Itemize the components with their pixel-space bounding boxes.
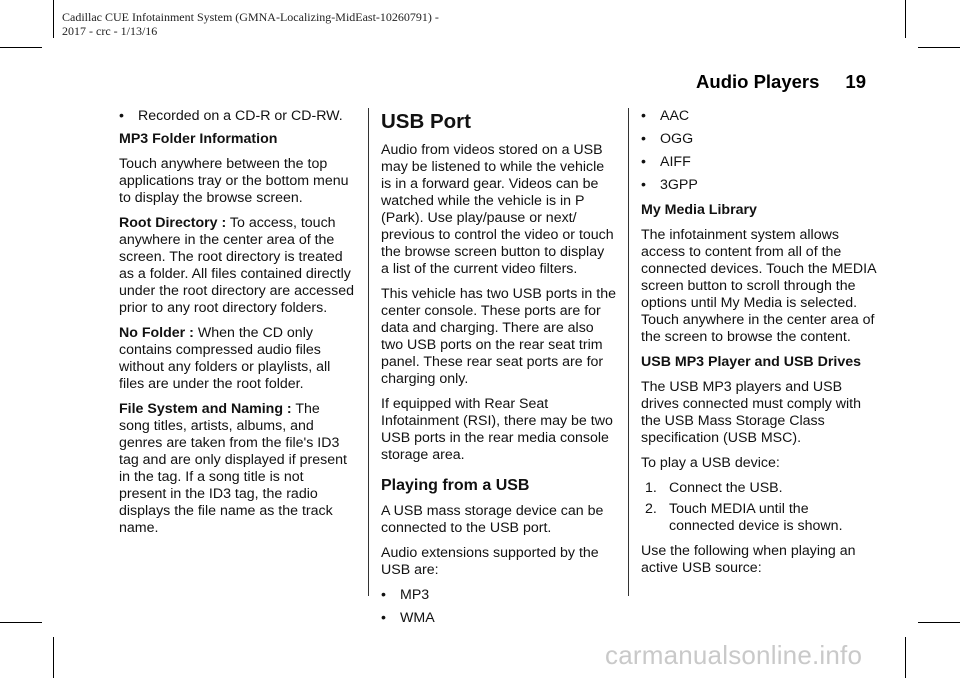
bullet-icon: •	[381, 587, 386, 603]
paragraph: To play a USB device:	[641, 455, 780, 471]
crop-mark	[905, 0, 906, 38]
bullet-icon: •	[641, 177, 646, 193]
list-item-text: AAC	[660, 108, 690, 124]
step-number: 2.	[645, 501, 657, 517]
paragraph: This vehicle has two USB ports in the center console. These ports are for data and charging. There are also two USB ports on the rear seat trim panel. These rear seat ports are for charging only.	[381, 286, 616, 387]
paragraph: Use the following when playing an active USB source:	[641, 543, 856, 576]
subheading-usb-mp3-player: USB MP3 Player and USB Drives	[641, 354, 861, 370]
bullet-icon: •	[381, 610, 386, 626]
step-text: Touch MEDIA until the connected device is shown.	[669, 501, 843, 534]
heading-usb-port: USB Port	[381, 110, 471, 133]
paragraph: The USB MP3 players and USB drives connected must comply with the USB Mass Storage Class specification (USB MSC).	[641, 379, 861, 446]
document-header	[62, 10, 439, 38]
list-item	[119, 108, 354, 125]
step-number: 1.	[645, 480, 657, 496]
paragraph-no-folder	[119, 325, 354, 393]
step-text: Connect the USB.	[669, 480, 783, 496]
crop-mark	[53, 0, 54, 38]
bullet-icon: •	[119, 108, 124, 124]
list-item-text: 3GPP	[660, 177, 698, 193]
list-item-text: WMA	[400, 610, 435, 626]
section-title	[696, 71, 866, 93]
paragraph: Audio from videos stored on a USB may be listened to while the vehicle is in a forward gear. Videos can be watched while the vehicle is in P (Park). Use play/pause or next/ previous to control the video or touch the browse screen button to display a list of the current video filters.	[381, 142, 614, 277]
list-item-text: OGG	[660, 131, 694, 147]
crop-mark	[53, 637, 54, 678]
crop-mark	[918, 47, 960, 48]
paragraph: Touch anywhere between the top applications tray or the bottom menu to display the browse screen.	[119, 156, 349, 206]
term-label: No Folder :	[119, 325, 194, 341]
bullet-icon: •	[641, 108, 646, 124]
paragraph: Audio extensions supported by the USB are:	[381, 545, 599, 578]
right-column	[641, 108, 876, 585]
header-line-1: Cadillac CUE Infotainment System (GMNA-Localizing-MidEast-10260791) -	[62, 10, 439, 24]
list-item-text: AIFF	[660, 154, 691, 170]
heading-playing-from-usb: Playing from a USB	[381, 477, 530, 494]
paragraph: If equipped with Rear Seat Infotainment (RSI), there may be two USB ports in the rear media console storage area.	[381, 396, 613, 463]
term-text: When the CD only contains compressed audio files without any folders or playlists, all files are under the root folder.	[119, 325, 331, 392]
list-item	[381, 587, 616, 604]
term-label: Root Directory :	[119, 215, 227, 231]
header-line-2: 2017 - crc - 1/13/16	[62, 24, 158, 38]
paragraph-file-system	[119, 401, 354, 537]
column-divider	[628, 108, 629, 596]
bullet-icon: •	[641, 131, 646, 147]
list-item-text: MP3	[400, 587, 430, 603]
numbered-step	[641, 501, 876, 535]
paragraph: A USB mass storage device can be connected to the USB port.	[381, 503, 604, 536]
crop-mark	[0, 622, 42, 623]
subheading-my-media-library: My Media Library	[641, 202, 757, 218]
list-item-text: Recorded on a CD-R or CD-RW.	[138, 108, 343, 124]
crop-mark	[918, 622, 960, 623]
section-name: Audio Players	[696, 71, 820, 92]
term-label: File System and Naming :	[119, 401, 292, 417]
page-number: 19	[845, 71, 866, 92]
watermark-text: carmanualsonline.info	[605, 640, 863, 670]
crop-mark	[0, 47, 42, 48]
subheading-mp3-folder: MP3 Folder Information	[119, 131, 278, 147]
list-item	[381, 610, 616, 627]
paragraph-root-directory	[119, 215, 354, 317]
left-column	[119, 108, 354, 545]
paragraph: The infotainment system allows access to content from all of the connected devices. Touch the MEDIA screen button to scroll through the options until My Media is selected. Touch anywhere in the center area of the screen to browse the content.	[641, 227, 876, 345]
list-item	[641, 177, 876, 194]
numbered-step	[641, 480, 876, 497]
term-text: The song titles, artists, albums, and genres are taken from the file's ID3 tag and are only displayed if present in the tag. If a song title is not present in the ID3 tag, the radio displays the file name as the track name.	[119, 401, 347, 536]
crop-mark	[905, 637, 906, 678]
list-item	[641, 131, 876, 148]
list-item	[641, 154, 876, 171]
bullet-icon: •	[641, 154, 646, 170]
list-item	[641, 108, 876, 125]
middle-column	[381, 108, 616, 633]
column-divider	[368, 108, 369, 596]
term-text: To access, touch anywhere in the center area of the screen. The root directory is treated as a folder. All files contained directly under the root directory are accessed prior to any root directory folders.	[119, 215, 355, 316]
